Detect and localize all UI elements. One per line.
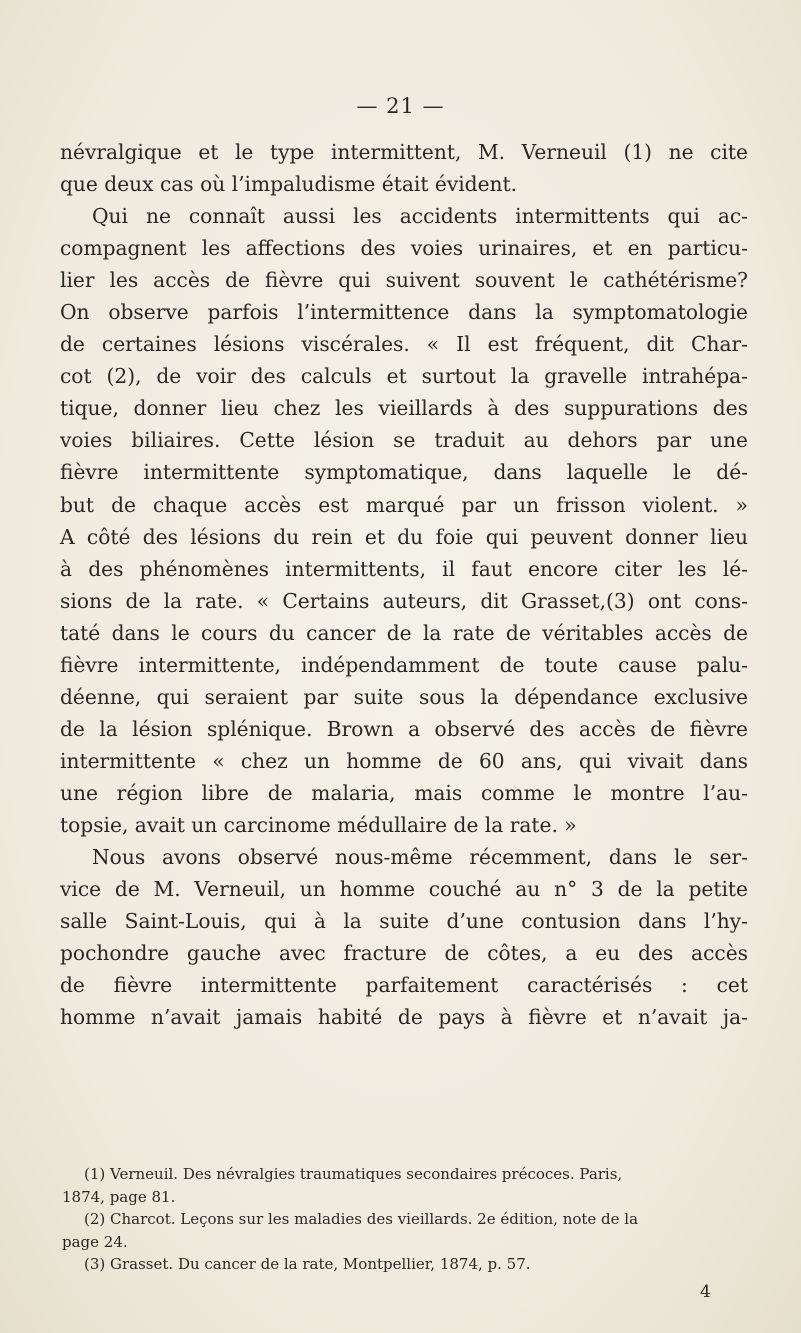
text-line: taté dans le cours du cancer de la rate de véritables accès de (60, 620, 748, 645)
text-line: A côté des lésions du rein et du foie qui peuvent donner lieu (60, 524, 748, 549)
text-line: lier les accès de fièvre qui suivent souvent le cathétérisme? (60, 268, 748, 293)
text-line: Nous avons observé nous-même récemment, dans le ser- (92, 845, 748, 870)
text-line: fièvre intermittente, indépendamment de toute cause palu- (60, 652, 748, 677)
text-line: de fièvre intermittente parfaitement caractérisés : cet (60, 973, 748, 998)
text-line: fièvre intermittente symptomatique, dans laquelle le dé- (60, 460, 748, 485)
footnote-line: (3) Grasset. Du cancer de la rate, Montpellier, 1874, p. 57. (84, 1255, 531, 1273)
footnote-line: (2) Charcot. Leçons sur les maladies des vieillards. 2e édition, note de la (84, 1210, 639, 1228)
text-line: intermittente « chez un homme de 60 ans, qui vivait dans (60, 748, 748, 773)
text-line: déenne, qui seraient par suite sous la dépendance exclusive (60, 684, 748, 709)
footnote-line: page 24. (62, 1232, 128, 1251)
text-line: vice de M. Verneuil, un homme couché au n° 3 de la petite (60, 877, 748, 902)
text-line: pochondre gauche avec fracture de côtes, a eu des accès (60, 941, 748, 966)
body-text (60, 136, 748, 1033)
text-line: névralgique et le type intermittent, M. Verneuil (1) ne cite (60, 140, 748, 164)
text-line: Qui ne connaît aussi les accidents intermittents qui ac- (92, 204, 748, 229)
text-line: but de chaque accès est marqué par un frisson violent. » (60, 492, 748, 517)
page-number: — 21 — (356, 94, 445, 118)
text-line: à des phénomènes intermittents, il faut encore citer les lé- (60, 556, 748, 581)
text-line: tique, donner lieu chez les vieillards à des suppurations des (60, 396, 748, 421)
signature-mark: 4 (700, 1282, 711, 1302)
text-line: que deux cas où l’impaludisme était évident. (60, 172, 518, 197)
text-line: sions de la rate. « Certains auteurs, dit Grasset,(3) ont cons- (60, 588, 748, 613)
text-line: de la lésion splénique. Brown a observé des accès de fièvre (60, 716, 748, 741)
text-line: de certaines lésions viscérales. « Il est fréquent, dit Char- (60, 332, 748, 357)
text-line: On observe parfois l’intermittence dans la symptomatologie (60, 300, 748, 325)
text-line: une région libre de malaria, mais comme le montre l’au- (60, 780, 748, 805)
text-line: homme n’avait jamais habité de pays à fièvre et n’avait ja- (60, 1005, 748, 1030)
text-line: voies biliaires. Cette lésion se traduit au dehors par une (60, 428, 748, 453)
text-line: compagnent les affections des voies urinaires, et en particu- (60, 236, 748, 261)
text-line: salle Saint-Louis, qui à la suite d’une contusion dans l’hy- (60, 909, 748, 934)
footnote-line: (1) Verneuil. Des névralgies traumatiques secondaires précoces. Paris, (84, 1165, 623, 1183)
text-line: cot (2), de voir des calculs et surtout la gravelle intrahépa- (60, 364, 748, 389)
footnote-line: 1874, page 81. (62, 1187, 176, 1206)
text-line: topsie, avait un carcinome médullaire de la rate. » (60, 812, 577, 837)
footnotes (62, 1163, 752, 1276)
